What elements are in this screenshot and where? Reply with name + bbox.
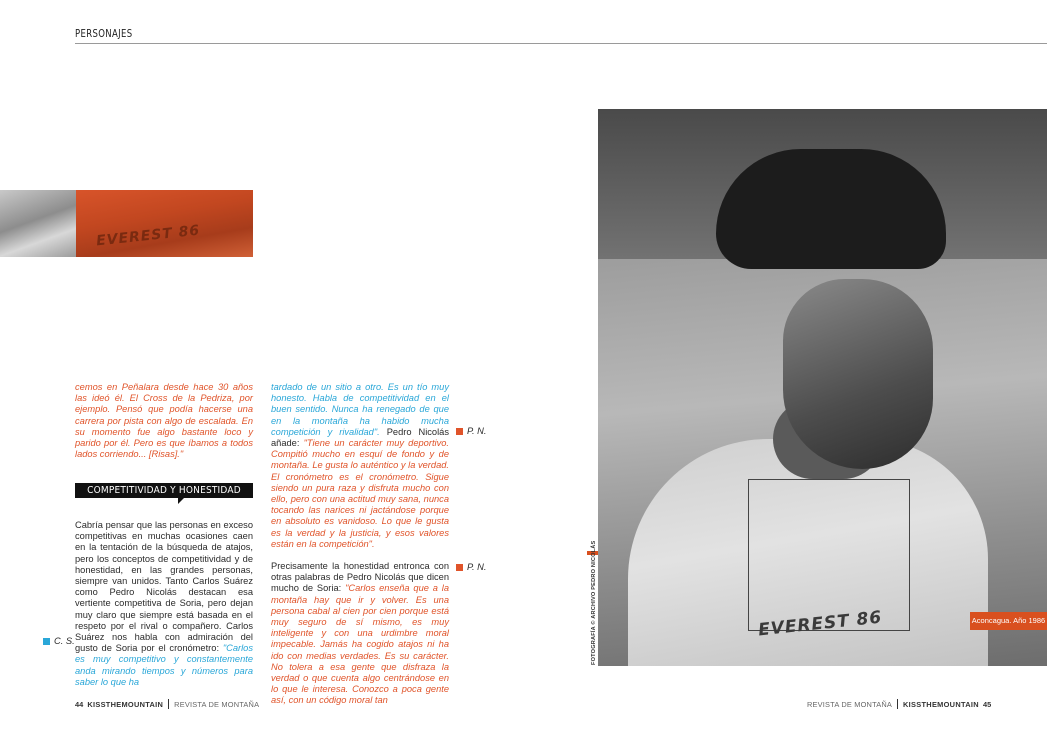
quote-blue: "Carlos es muy competitivo y constantemente anda mirando tiempos y números para saber lo que ha bbox=[75, 643, 253, 687]
header-rule bbox=[75, 43, 1047, 44]
column1-quote bbox=[75, 382, 253, 460]
quote-blue-continued: tardado de un sitio a otro. Es un tío muy honesto. Habla de competitividad en el buen sentido. Nunca ha renegado de que en la montaña ha habido mucha competición y rivalidad". bbox=[271, 382, 449, 437]
marker-square-orange bbox=[456, 428, 463, 435]
footer-right bbox=[807, 699, 991, 709]
photo-cap bbox=[716, 149, 946, 269]
magazine-tagline-right: REVISTA DE MONTAÑA bbox=[807, 700, 893, 709]
photo-sweater-print: EVEREST 86 bbox=[757, 607, 884, 641]
page-number-right: 45 bbox=[982, 700, 992, 709]
body-text: Cabría pensar que las personas en exceso competitivas en muchas ocasiones caen en la tentación de la búsqueda de atajos, pero los conceptos de competitividad y de honestidad, en las grandes personas, siempre van unidos. Tanto Carlos Suárez como Pedro Nicolás destacan esa vertiente competitiva de Soria, pero dejan muy claro que siempre está basada en el respeto por el rival o compañero. Carlos Suárez nos habla con admiración del gusto de Soria por el cronómetro: bbox=[75, 520, 253, 654]
quote-orange-pn: "Tiene un carácter muy deportivo. Compitió mucho en esquí de fondo y de montaña. Le gusta lo auténtico y la verdad. El cronómetro es el cronómetro. Sigue siendo un pura raza y disfruta mucho con ello, pero con una actitud muy sana, nunca tocando las narices ni jactándose porque en absoluto es vanidoso. Lo que le gusta es la verdad y la justicia, y esos valores están en la competición". bbox=[271, 438, 449, 549]
top-left-photo-strip bbox=[0, 190, 253, 257]
marker-pn-1 bbox=[456, 426, 486, 436]
photo-credit: FOTOGRAFÍA © ARCHIVO PEDRO NICOLÁS bbox=[591, 540, 597, 665]
footer-left bbox=[75, 699, 259, 709]
column1-body bbox=[75, 520, 253, 688]
column2 bbox=[271, 382, 449, 707]
photo-caption: Aconcagua. Año 1986 bbox=[970, 612, 1047, 630]
magazine-tagline-left: REVISTA DE MONTAÑA bbox=[174, 700, 260, 709]
marker-pn-label: P. N. bbox=[467, 562, 487, 572]
marker-square-blue bbox=[43, 638, 50, 645]
marker-cs-label: C. S. bbox=[54, 636, 75, 646]
portrait-photo bbox=[598, 109, 1047, 666]
brand-left: KISSTHEMOUNTAIN bbox=[87, 700, 164, 709]
footer-divider bbox=[168, 699, 169, 709]
heading-tail bbox=[178, 498, 184, 504]
quote-orange: cemos en Peñalara desde hace 30 años las ideó él. El Cross de la Pedriza, por ejemplo. Pensó que podía hacerse una carrera por pista con algo de escalada. En su momento fue algo bastante loco y parido por él. Pero es que íbamos a todos lados corriendo... [Risas]." bbox=[75, 382, 253, 460]
marker-pn-label: P. N. bbox=[467, 426, 487, 436]
quote-orange-pn-2: "Carlos enseña que a la montaña hay que ir y volver. Es una persona cabal al cien por cien porque está muy seguro de sí mismo, es muy inteligente y con una urdimbre moral impecable. Jamás ha cogido atajos ni ha ido con medias verdades. Es su carácter. No tolera a esa gente que disfraza la verdad o que cuenta algo centrándose en lo que le interesa. Conozco a poca gente así, con un código moral tan bbox=[271, 583, 450, 706]
strip-gray-part bbox=[0, 190, 76, 257]
photo-sweater-graphic bbox=[748, 479, 910, 631]
page-number-left: 44 bbox=[75, 700, 84, 709]
body-text-2: Precisamente la honestidad entronca con otras palabras de Pedro Nicolás que dicen mucho de Soria: bbox=[271, 561, 449, 594]
footer-divider bbox=[897, 699, 898, 709]
marker-square-orange bbox=[456, 564, 463, 571]
section-label: PERSONAJES bbox=[75, 28, 133, 40]
strip-sweater-print: EVEREST 86 bbox=[95, 222, 201, 250]
brand-right: KISSTHEMOUNTAIN bbox=[903, 700, 979, 709]
marker-pn-2 bbox=[456, 562, 486, 572]
marker-cs bbox=[43, 636, 75, 646]
photo-face bbox=[783, 279, 933, 469]
section-heading: COMPETITIVIDAD Y HONESTIDAD bbox=[75, 483, 253, 498]
body-text: Pedro Nicolás añade: bbox=[271, 426, 449, 449]
